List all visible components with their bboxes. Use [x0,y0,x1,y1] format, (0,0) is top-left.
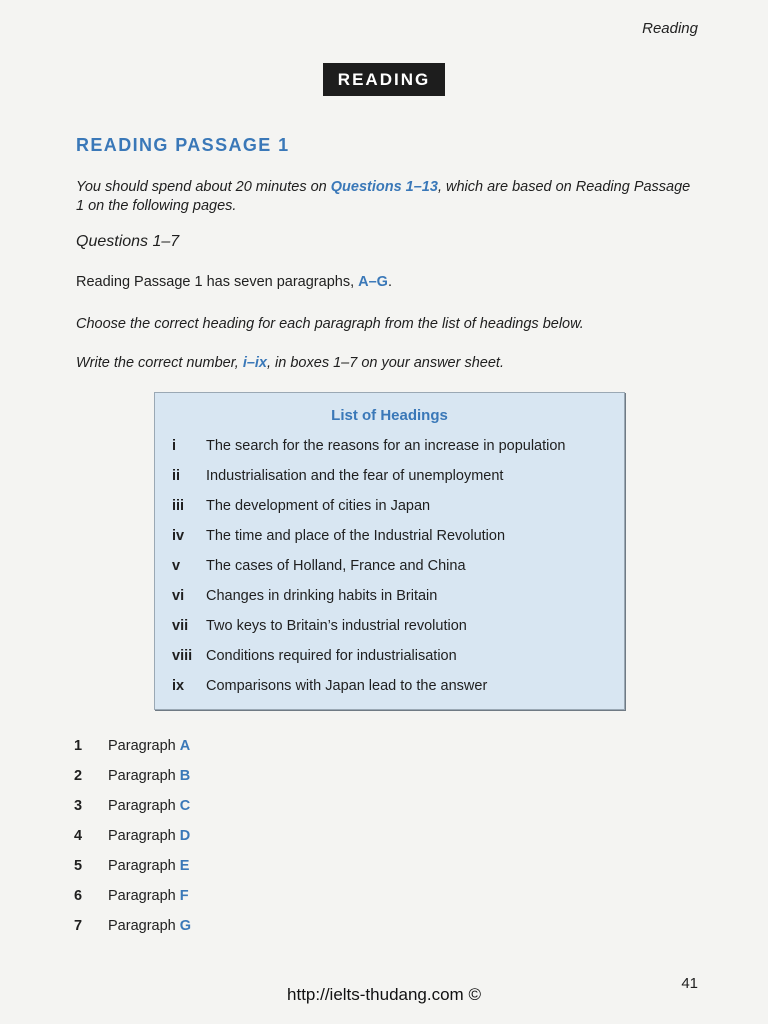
heading-numeral: v [172,558,181,574]
heading-numeral: ix [172,678,185,694]
heading-text: The search for the reasons for an increase in population [206,438,566,454]
questions-range-link: Questions 1–13 [330,179,438,195]
heading-numeral: ii [172,468,181,484]
heading-numeral: iv [172,528,185,544]
paragraph-word: Paragraph [108,858,176,874]
section-tag: READING [323,63,445,96]
paragraph-letter: B [179,768,191,784]
heading-numeral: i [172,438,177,454]
paragraph-letter: G [179,918,192,934]
choose-instruction: Choose the correct heading for each paragraph from the list of headings below. [76,316,584,332]
write-instruction [76,354,504,373]
paragraph-word: Paragraph [108,888,176,904]
paragraph-count-label: Reading Passage 1 has seven paragraphs, [76,274,359,290]
question-label [108,886,189,906]
numeral-range: i–ix [242,355,267,371]
paragraph-word: Paragraph [108,798,176,814]
heading-numeral: viii [172,648,193,664]
paragraph-letter: E [179,858,190,874]
heading-text: The cases of Holland, France and China [206,558,466,574]
paragraph-letter: F [179,888,189,904]
write-instruction-text-end: , in boxes 1–7 on your answer sheet. [267,355,504,371]
heading-numeral: vi [172,588,185,604]
heading-text: Comparisons with Japan lead to the answer [206,678,488,694]
question-number: 5 [74,858,83,874]
list-of-headings-title: List of Headings [331,407,448,424]
question-label [108,916,191,936]
paragraph-word: Paragraph [108,918,176,934]
question-label [108,826,190,846]
heading-text: The time and place of the Industrial Revolution [206,528,506,544]
heading-text: Conditions required for industrialisation [206,648,457,664]
paragraph-count-end: . [387,274,392,290]
page-number: 41 [681,975,698,992]
paragraph-letter: C [179,798,191,814]
paragraph-word: Paragraph [108,768,176,784]
passage-title: READING PASSAGE 1 [76,135,290,155]
paragraph-word: Paragraph [108,738,176,754]
question-number: 4 [74,828,83,844]
heading-text: The development of cities in Japan [206,498,431,514]
time-instruction-text: You should spend about 20 minutes on [76,179,331,195]
paragraph-letter: D [179,828,191,844]
running-head: Reading [642,20,698,37]
question-label [108,796,190,816]
question-number: 2 [74,768,83,784]
heading-numeral: iii [172,498,185,514]
question-number: 7 [74,918,83,934]
question-number: 1 [74,738,83,754]
question-range-heading: Questions 1–7 [76,233,180,250]
write-instruction-text: Write the correct number, [76,355,243,371]
footer-url-link[interactable]: http://ielts-thudang.com © [287,985,481,1004]
list-of-headings-box [154,392,625,710]
question-number: 6 [74,888,83,904]
paragraph-count-text [76,274,392,290]
heading-numeral: vii [172,618,189,634]
paragraph-letter: A [179,738,191,754]
question-label [108,766,190,786]
time-instruction-text-end: , which are based on Reading Passage 1 on the following pages. [76,179,691,214]
question-label [108,856,189,876]
question-label [108,736,190,756]
heading-text: Two keys to Britain’s industrial revolution [206,618,467,634]
heading-text: Changes in drinking habits in Britain [206,588,438,604]
heading-text: Industrialisation and the fear of unemployment [206,468,504,484]
question-number: 3 [74,798,83,814]
paragraph-range: A–G [358,274,388,290]
time-instruction [76,178,696,216]
paragraph-word: Paragraph [108,828,176,844]
